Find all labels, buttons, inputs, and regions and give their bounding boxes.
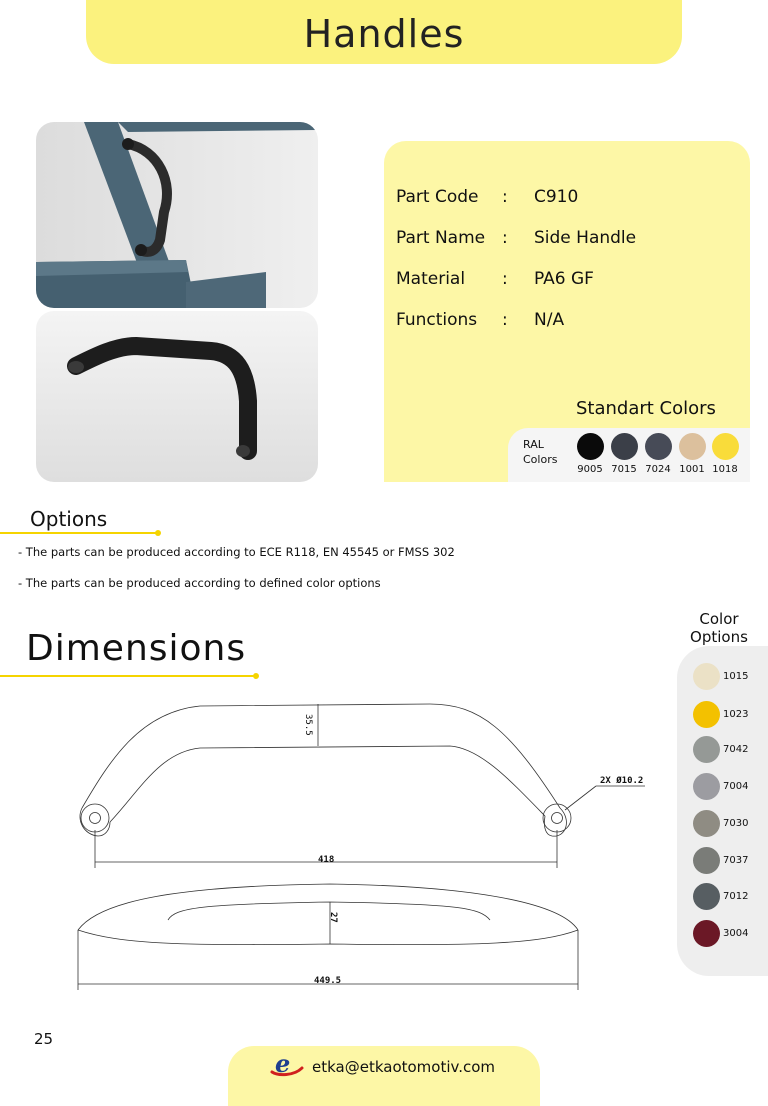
color-option-7030 — [693, 810, 720, 837]
ral-swatch-9005 — [577, 433, 604, 460]
spec-key: Material — [396, 269, 466, 289]
color-option-3004 — [693, 920, 720, 947]
dim-label-span: 418 — [318, 855, 335, 865]
svg-text:e: e — [275, 1050, 291, 1078]
spec-value: N/A — [534, 310, 565, 330]
options-underline — [0, 532, 158, 534]
color-option-1023 — [693, 701, 720, 728]
ral-code: 7024 — [645, 464, 671, 475]
spec-value: C910 — [534, 187, 579, 207]
color-options-title: Color Options — [690, 610, 748, 646]
spec-key: Functions — [396, 310, 478, 330]
options-title: Options — [30, 507, 108, 531]
dim-label-height-side: 27 — [328, 912, 338, 923]
color-option-7004 — [693, 773, 720, 800]
color-option-7037 — [693, 847, 720, 874]
dim-label-hole: 2X Ø10.2 — [600, 776, 644, 786]
ral-code: 1001 — [679, 464, 705, 475]
color-option-code: 1023 — [723, 709, 749, 720]
spec-separator: : — [502, 269, 508, 289]
page-title: Handles — [303, 12, 465, 56]
spec-key: Part Code — [396, 187, 479, 207]
color-option-7012 — [693, 883, 720, 910]
product-photo-handle — [36, 311, 318, 482]
option-item: - The parts can be produced according to defined color options — [18, 576, 381, 590]
color-options-panel — [677, 646, 768, 976]
ral-label: RAL Colors — [523, 438, 558, 466]
color-option-code: 3004 — [723, 928, 749, 939]
ral-code: 7015 — [611, 464, 637, 475]
spec-key: Part Name — [396, 228, 486, 248]
ral-swatch-7015 — [611, 433, 638, 460]
spec-separator: : — [502, 310, 508, 330]
color-option-code: 7037 — [723, 855, 749, 866]
dim-label-height-top: 35.5 — [303, 714, 313, 736]
spec-separator: : — [502, 187, 508, 207]
dimensions-title: Dimensions — [26, 628, 247, 669]
dimensions-underline — [0, 675, 256, 677]
spec-value: PA6 GF — [534, 269, 594, 289]
color-option-code: 7042 — [723, 744, 749, 755]
color-option-code: 7030 — [723, 818, 749, 829]
dim-label-overall: 449.5 — [314, 976, 342, 986]
color-option-code: 7004 — [723, 781, 749, 792]
option-item: - The parts can be produced according to ECE R118, EN 45545 or FMSS 302 — [18, 545, 455, 559]
color-option-1015 — [693, 663, 720, 690]
contact-email-link[interactable]: etka@etkaotomotiv.com — [312, 1058, 496, 1076]
color-option-code: 7012 — [723, 891, 749, 902]
color-option-code: 1015 — [723, 671, 749, 682]
ral-swatch-1001 — [679, 433, 706, 460]
product-photo-mounted — [36, 122, 318, 308]
ral-swatch-7024 — [645, 433, 672, 460]
technical-drawing — [0, 690, 670, 1000]
page-number: 25 — [34, 1030, 54, 1048]
ral-code: 1018 — [712, 464, 738, 475]
spec-separator: : — [502, 228, 508, 248]
spec-value: Side Handle — [534, 228, 637, 248]
ral-code: 9005 — [577, 464, 603, 475]
ral-swatch-1018 — [712, 433, 739, 460]
title-banner — [86, 0, 682, 64]
standart-colors-title: Standart Colors — [576, 398, 716, 419]
color-option-7042 — [693, 736, 720, 763]
company-logo-icon — [268, 1050, 304, 1082]
